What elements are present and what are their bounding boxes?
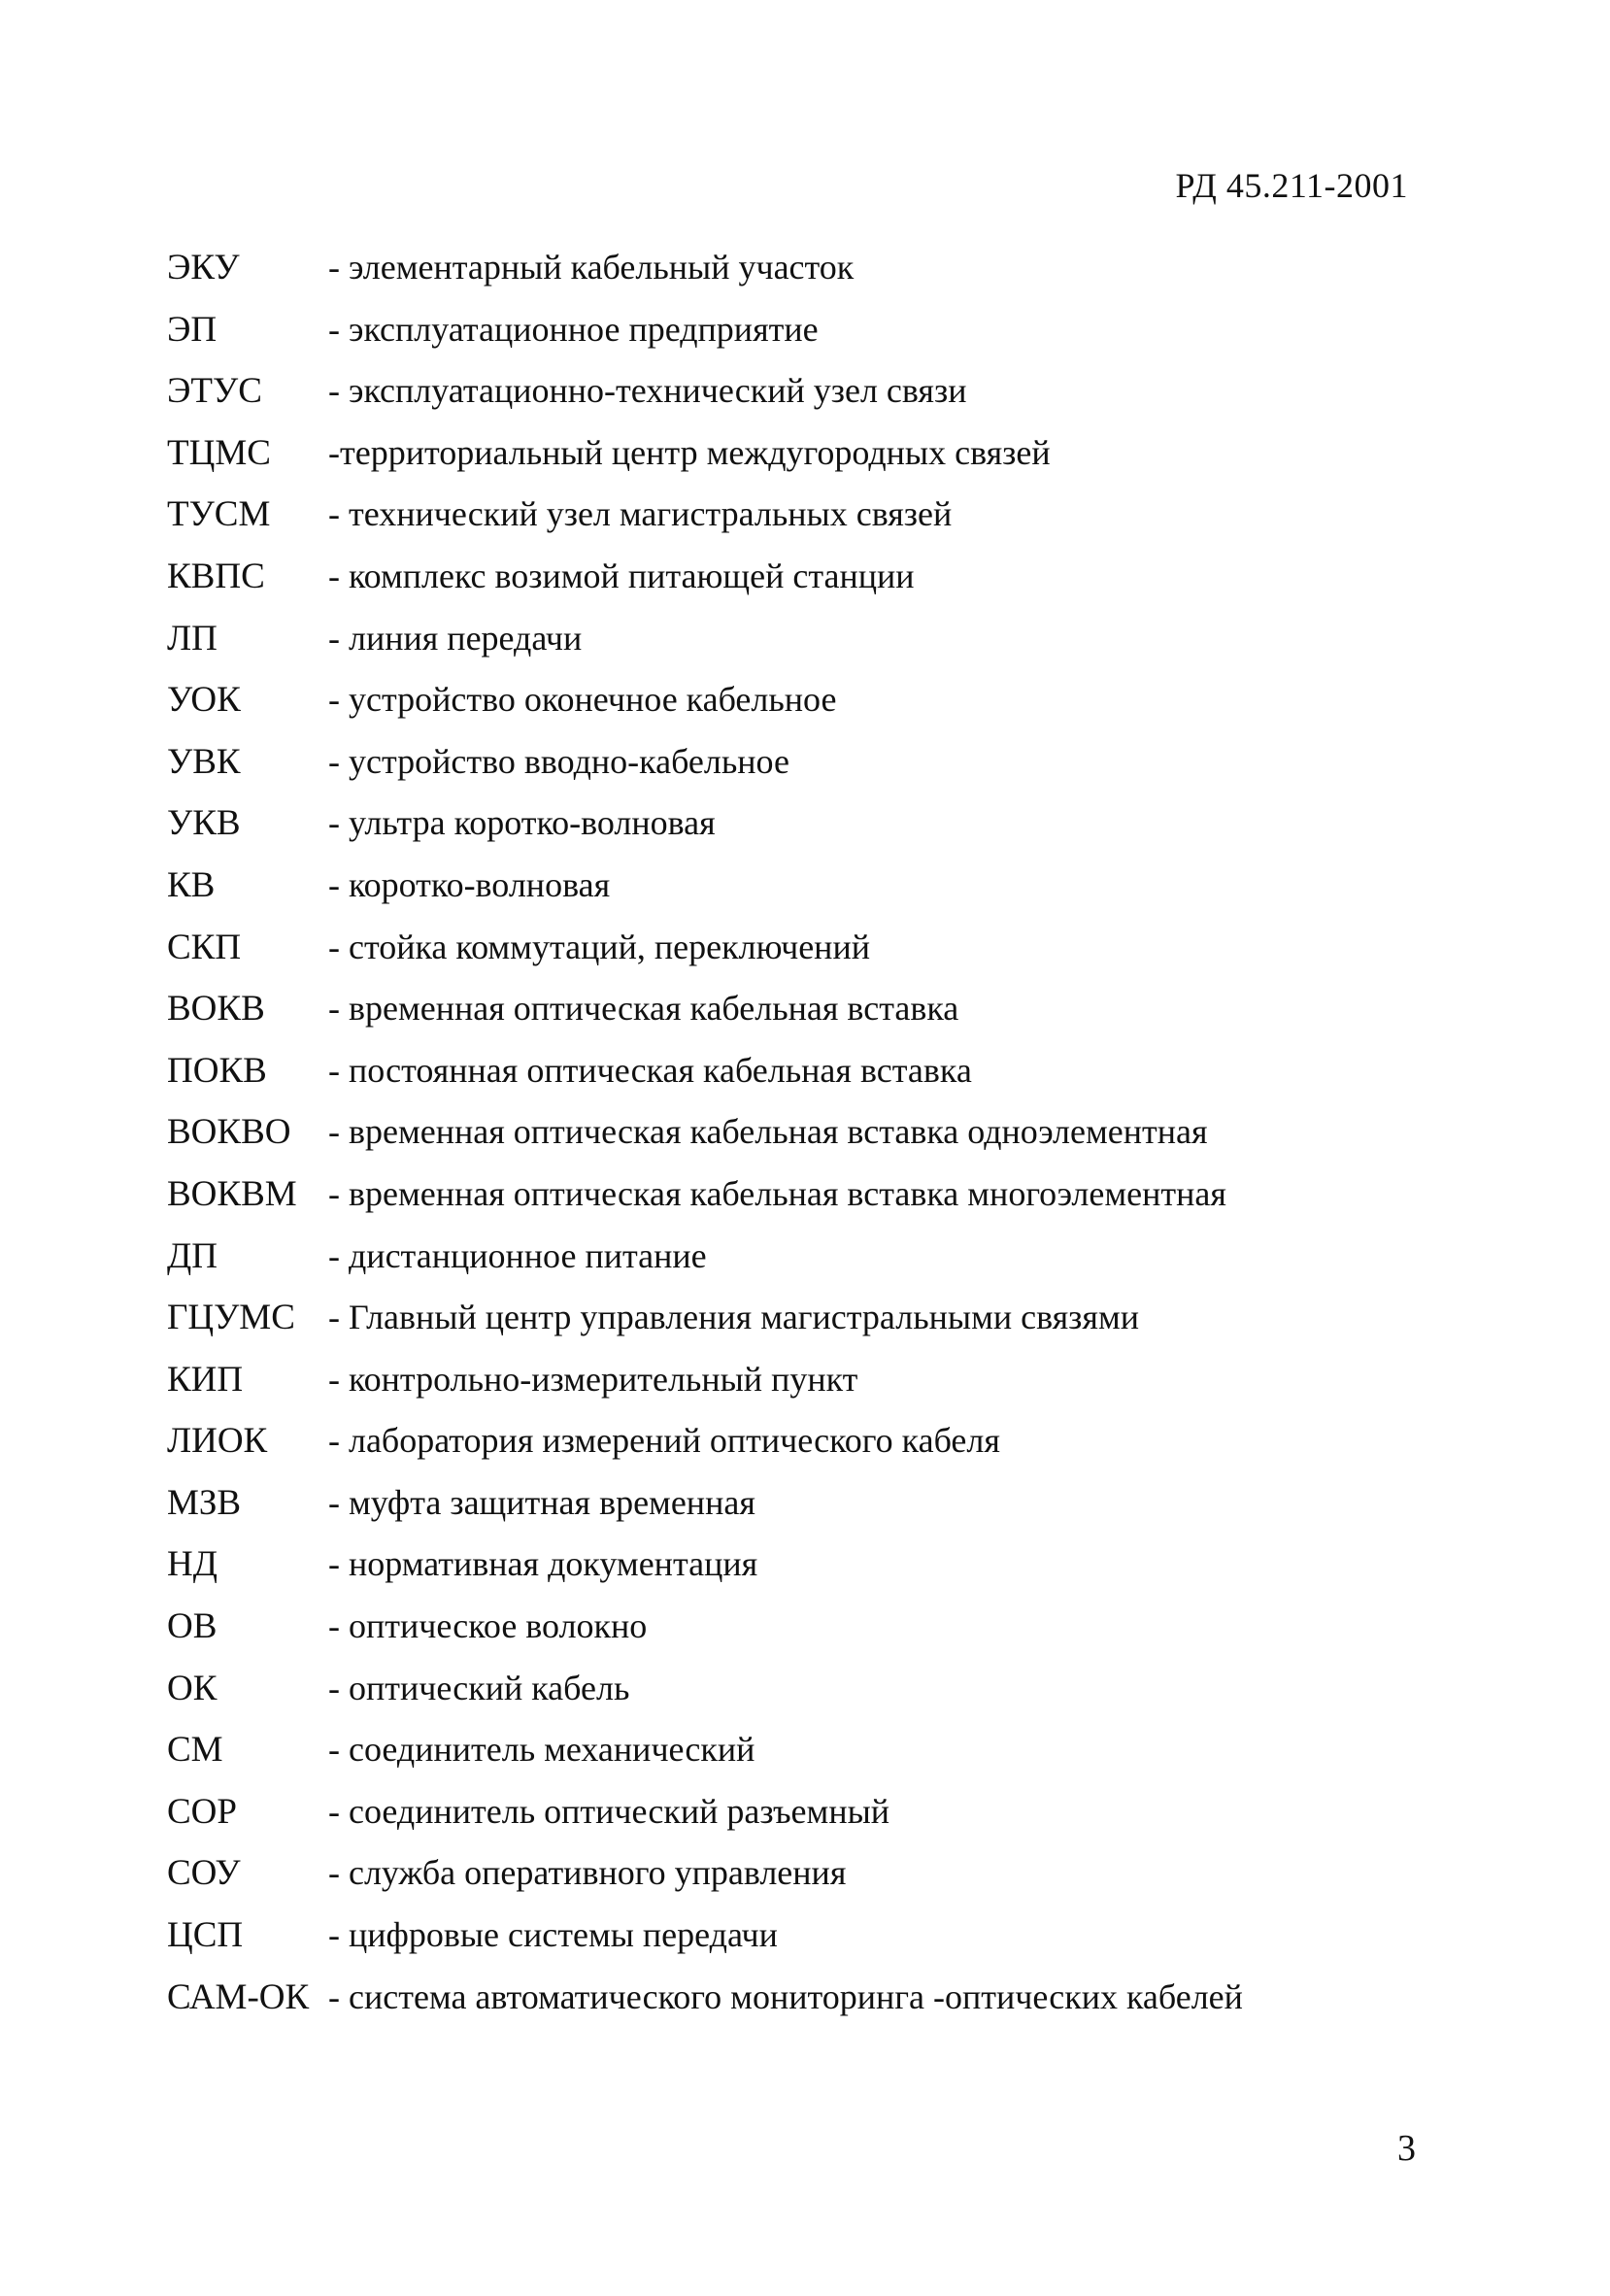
abbreviation-term: ГЦУМС (167, 1298, 295, 1338)
abbreviation-definition: -территориальный центр междугородных связей (328, 432, 1051, 472)
abbreviation-term: ЛИОК (167, 1421, 268, 1462)
abbreviation-row (167, 802, 1449, 864)
abbreviation-term: МЗВ (167, 1482, 242, 1523)
abbreviation-row (167, 1359, 1449, 1421)
abbreviation-term: КВ (167, 864, 216, 905)
abbreviation-term: ВОКВ (167, 989, 265, 1030)
abbreviation-row (167, 741, 1449, 803)
abbreviation-definition: - технический узел магистральных связей (328, 494, 953, 534)
abbreviation-definition: - служба оперативного управления (328, 1853, 847, 1893)
abbreviation-row (167, 370, 1449, 432)
abbreviation-row (167, 1543, 1449, 1605)
abbreviation-row (167, 927, 1449, 989)
abbreviation-row (167, 432, 1449, 494)
abbreviation-term: СМ (167, 1730, 223, 1771)
abbreviation-row (167, 1852, 1449, 1914)
abbreviation-term: ОВ (167, 1606, 218, 1647)
abbreviation-definition: - устройство оконечное кабельное (328, 680, 837, 720)
abbreviation-row (167, 1420, 1449, 1482)
abbreviation-row (167, 1976, 1449, 2039)
abbreviation-definition: - контрольно-измерительный пункт (328, 1359, 858, 1399)
abbreviation-term: ЛП (167, 618, 218, 658)
abbreviation-definition: - коротко-волновая (328, 864, 611, 904)
abbreviation-definition: - дистанционное питание (328, 1235, 707, 1275)
abbreviation-definition: - соединитель оптический разъемный (328, 1791, 890, 1831)
abbreviation-term: УКВ (167, 803, 241, 844)
abbreviation-term: ДП (167, 1235, 218, 1276)
abbreviation-definition: - эксплуатационно-технический узел связи (328, 371, 967, 411)
abbreviation-definition: - лаборатория измерений оптического кабеля (328, 1421, 1000, 1461)
abbreviation-row (167, 618, 1449, 680)
abbreviation-row (167, 493, 1449, 556)
abbreviation-term: УВК (167, 741, 241, 782)
abbreviation-row (167, 679, 1449, 741)
abbreviation-term: ПОКВ (167, 1050, 267, 1091)
abbreviation-term: ВОКВМ (167, 1173, 297, 1214)
abbreviation-row (167, 1605, 1449, 1668)
abbreviation-definition: - цифровые системы передачи (328, 1915, 778, 1955)
abbreviation-row (167, 1668, 1449, 1730)
abbreviation-row (167, 1791, 1449, 1853)
abbreviation-definition: - система автоматического мониторинга -оптических кабелей (328, 1976, 1243, 2016)
abbreviation-row (167, 1482, 1449, 1544)
abbreviation-definition: - элементарный кабельный участок (328, 248, 855, 287)
abbreviation-definition: - линия передачи (328, 618, 583, 658)
abbreviation-definition: - временная оптическая кабельная вставка одноэлементная (328, 1112, 1208, 1152)
abbreviation-row (167, 309, 1449, 371)
abbreviation-term: САМ-ОК (167, 1976, 310, 2017)
abbreviation-definition: - Главный центр управления магистральными связями (328, 1298, 1139, 1337)
abbreviation-term: СОУ (167, 1853, 241, 1894)
abbreviation-definition: - устройство вводно-кабельное (328, 741, 789, 781)
abbreviation-definition: - комплекс возимой питающей станции (328, 556, 915, 595)
abbreviation-row (167, 1235, 1449, 1298)
abbreviation-term: УОК (167, 680, 241, 721)
abbreviation-term: КВПС (167, 556, 265, 596)
abbreviation-definition: - стойка коммутаций, переключений (328, 927, 870, 966)
abbreviation-term: СОР (167, 1791, 237, 1832)
abbreviation-row (167, 1050, 1449, 1112)
abbreviation-term: ОК (167, 1668, 218, 1708)
abbreviation-definition: - оптический кабель (328, 1668, 630, 1707)
abbreviation-definition: - ультра коротко-волновая (328, 803, 716, 843)
abbreviation-term: ВОКВО (167, 1112, 291, 1153)
abbreviation-term: НД (167, 1544, 218, 1585)
abbreviation-term: ЭКУ (167, 248, 240, 287)
abbreviation-definition: - муфта защитная временная (328, 1482, 755, 1522)
document-code: РД 45.211-2001 (1175, 166, 1408, 205)
abbreviation-term: СКП (167, 927, 242, 967)
abbreviation-row (167, 247, 1449, 309)
page-number: 3 (1397, 2128, 1416, 2169)
abbreviation-row (167, 864, 1449, 927)
abbreviation-definition: - постоянная оптическая кабельная вставка (328, 1050, 972, 1090)
abbreviation-row (167, 1729, 1449, 1791)
abbreviation-row (167, 1111, 1449, 1173)
abbreviation-definition: - эксплуатационное предприятие (328, 309, 819, 349)
abbreviation-row (167, 1297, 1449, 1359)
abbreviation-term: ЭП (167, 309, 218, 350)
abbreviation-row (167, 1173, 1449, 1235)
abbreviation-definition: - временная оптическая кабельная вставка (328, 989, 959, 1029)
abbreviation-row (167, 1914, 1449, 1976)
abbreviation-definition: - соединитель механический (328, 1730, 755, 1770)
abbreviation-definition: - нормативная документация (328, 1544, 758, 1584)
abbreviation-row (167, 988, 1449, 1050)
abbreviation-term: ЭТУС (167, 371, 262, 412)
abbreviation-term: ТУСМ (167, 494, 271, 535)
abbreviation-term: ТЦМС (167, 432, 271, 473)
abbreviation-list (167, 247, 1449, 2038)
abbreviation-definition: - временная оптическая кабельная вставка многоэлементная (328, 1173, 1226, 1213)
abbreviation-term: ЦСП (167, 1915, 244, 1956)
abbreviation-term: КИП (167, 1359, 244, 1400)
abbreviation-definition: - оптическое волокно (328, 1606, 648, 1646)
abbreviation-row (167, 556, 1449, 618)
